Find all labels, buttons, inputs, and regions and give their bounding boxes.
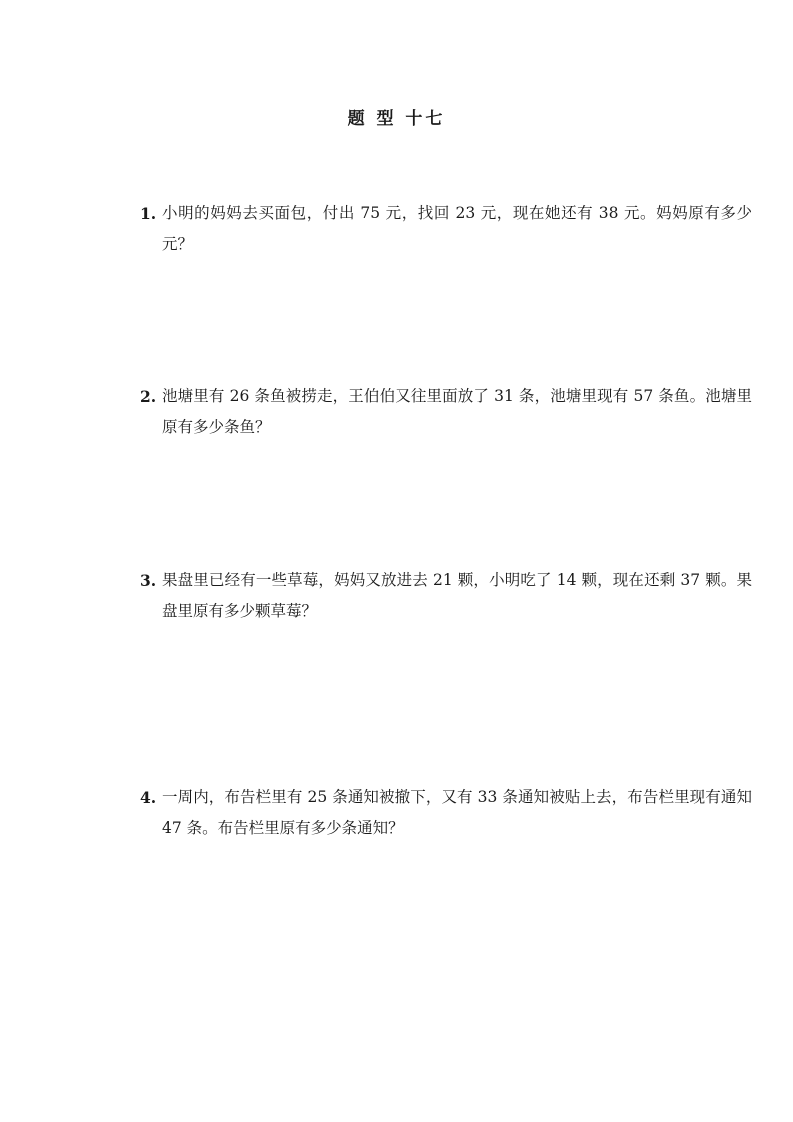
question-number: 2.	[140, 387, 157, 406]
question-number: 1.	[140, 204, 157, 223]
question-text: 一周内，布告栏里有 25 条通知被撤下，又有 33 条通知被贴上去，布告栏里现有通知 47 条。布告栏里原有多少条通知？	[162, 788, 752, 837]
question-text: 池塘里有 26 条鱼被捞走，王伯伯又往里面放了 31 条，池塘里现有 57 条鱼。池塘里原有多少条鱼？	[162, 387, 752, 436]
question-number: 4.	[140, 788, 157, 807]
page-title: 题 型 十七	[347, 109, 446, 129]
question-4	[140, 782, 752, 844]
question-2	[140, 381, 752, 443]
question-text: 小明的妈妈去买面包，付出 75 元，找回 23 元，现在她还有 38 元。妈妈原有多少元？	[162, 204, 752, 253]
question-1	[140, 198, 752, 260]
question-text: 果盘里已经有一些草莓，妈妈又放进去 21 颗，小明吃了 14 颗，现在还剩 37 颗。果盘里原有多少颗草莓？	[162, 571, 752, 620]
question-number: 3.	[140, 571, 157, 590]
question-3	[140, 565, 752, 627]
